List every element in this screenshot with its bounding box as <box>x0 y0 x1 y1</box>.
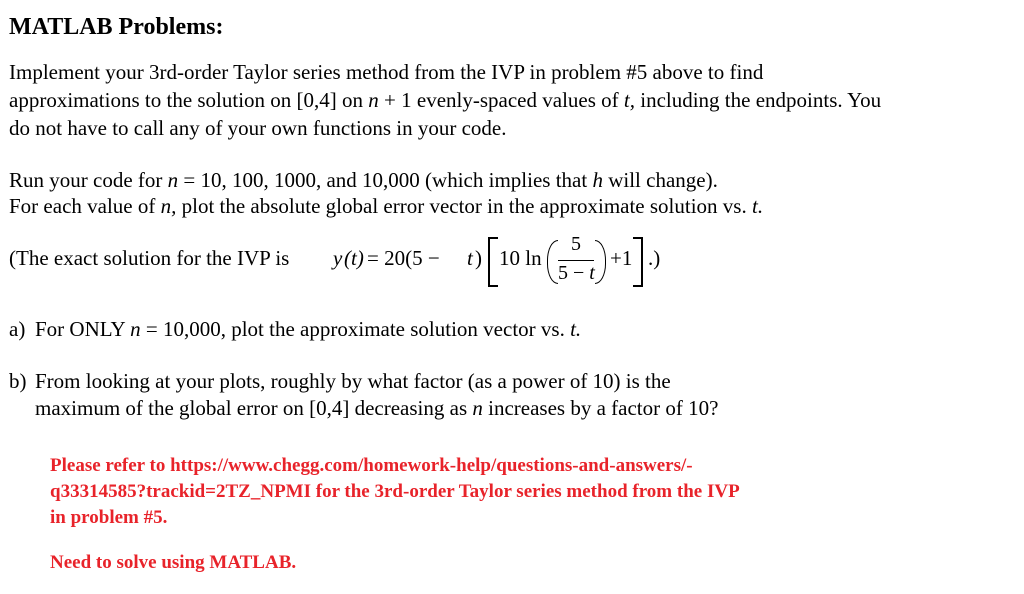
equation-plus-one: +1 <box>610 246 633 270</box>
right-bracket <box>633 237 643 287</box>
intro-line-2: approximations to the solution on [0,4] on n + 1 evenly-spaced values of t, including the endpoints. You <box>9 88 882 112</box>
run-instructions-paragraph <box>9 167 763 219</box>
equation-of-t: (t) <box>344 246 364 270</box>
part-b-text: From looking at your plots, roughly by what factor (as a power of 10) is the maximum of the global error on [0,4] decreasing as n increases by a factor of 10? <box>35 369 719 420</box>
problem-intro-paragraph <box>9 58 881 142</box>
run-line-2: For each value of n, plot the absolute global error vector in the approximate solution vs. t. <box>9 194 764 218</box>
fraction-numerator: 5 <box>571 233 581 255</box>
fraction-denominator: 5 − t <box>558 262 595 284</box>
left-paren <box>547 240 558 284</box>
intro-line-1: Implement your 3rd-order Taylor series method from the IVP in problem #5 above to find <box>9 60 764 84</box>
left-bracket <box>488 237 498 287</box>
equation-ten-ln: 10 ln <box>499 246 542 270</box>
equation-equals: = 20(5 − <box>367 246 440 270</box>
reference-line-3: in problem #5. <box>50 507 168 528</box>
reference-line-1: Please refer to https://www.chegg.com/homework-help/questions-and-answers/- <box>50 455 693 476</box>
reference-line-2: q33314585?trackid=2TZ_NPMI for the 3rd-order Taylor series method from the IVP <box>50 481 740 502</box>
equation-t: t <box>467 246 473 270</box>
page-heading: MATLAB Problems: <box>9 14 224 40</box>
equation-intro: (The exact solution for the IVP is <box>9 246 290 270</box>
equation-close-paren: ) <box>475 246 482 270</box>
intro-line-3: do not have to call any of your own functions in your code. <box>9 116 507 140</box>
reference-note <box>50 453 740 531</box>
right-paren <box>595 240 606 284</box>
equation-y: y <box>333 246 343 270</box>
fraction-bar <box>558 260 594 261</box>
part-b-marker: b) <box>9 369 27 393</box>
run-line-1: Run your code for n = 10, 100, 1000, and 10,000 (which implies that h will change). <box>9 168 718 192</box>
part-a-text: For ONLY n = 10,000, plot the approximate solution vector vs. t. <box>35 317 582 341</box>
equation-outro: .) <box>648 246 661 270</box>
part-a-marker: a) <box>9 317 26 341</box>
matlab-requirement-note: Need to solve using MATLAB. <box>50 552 297 573</box>
